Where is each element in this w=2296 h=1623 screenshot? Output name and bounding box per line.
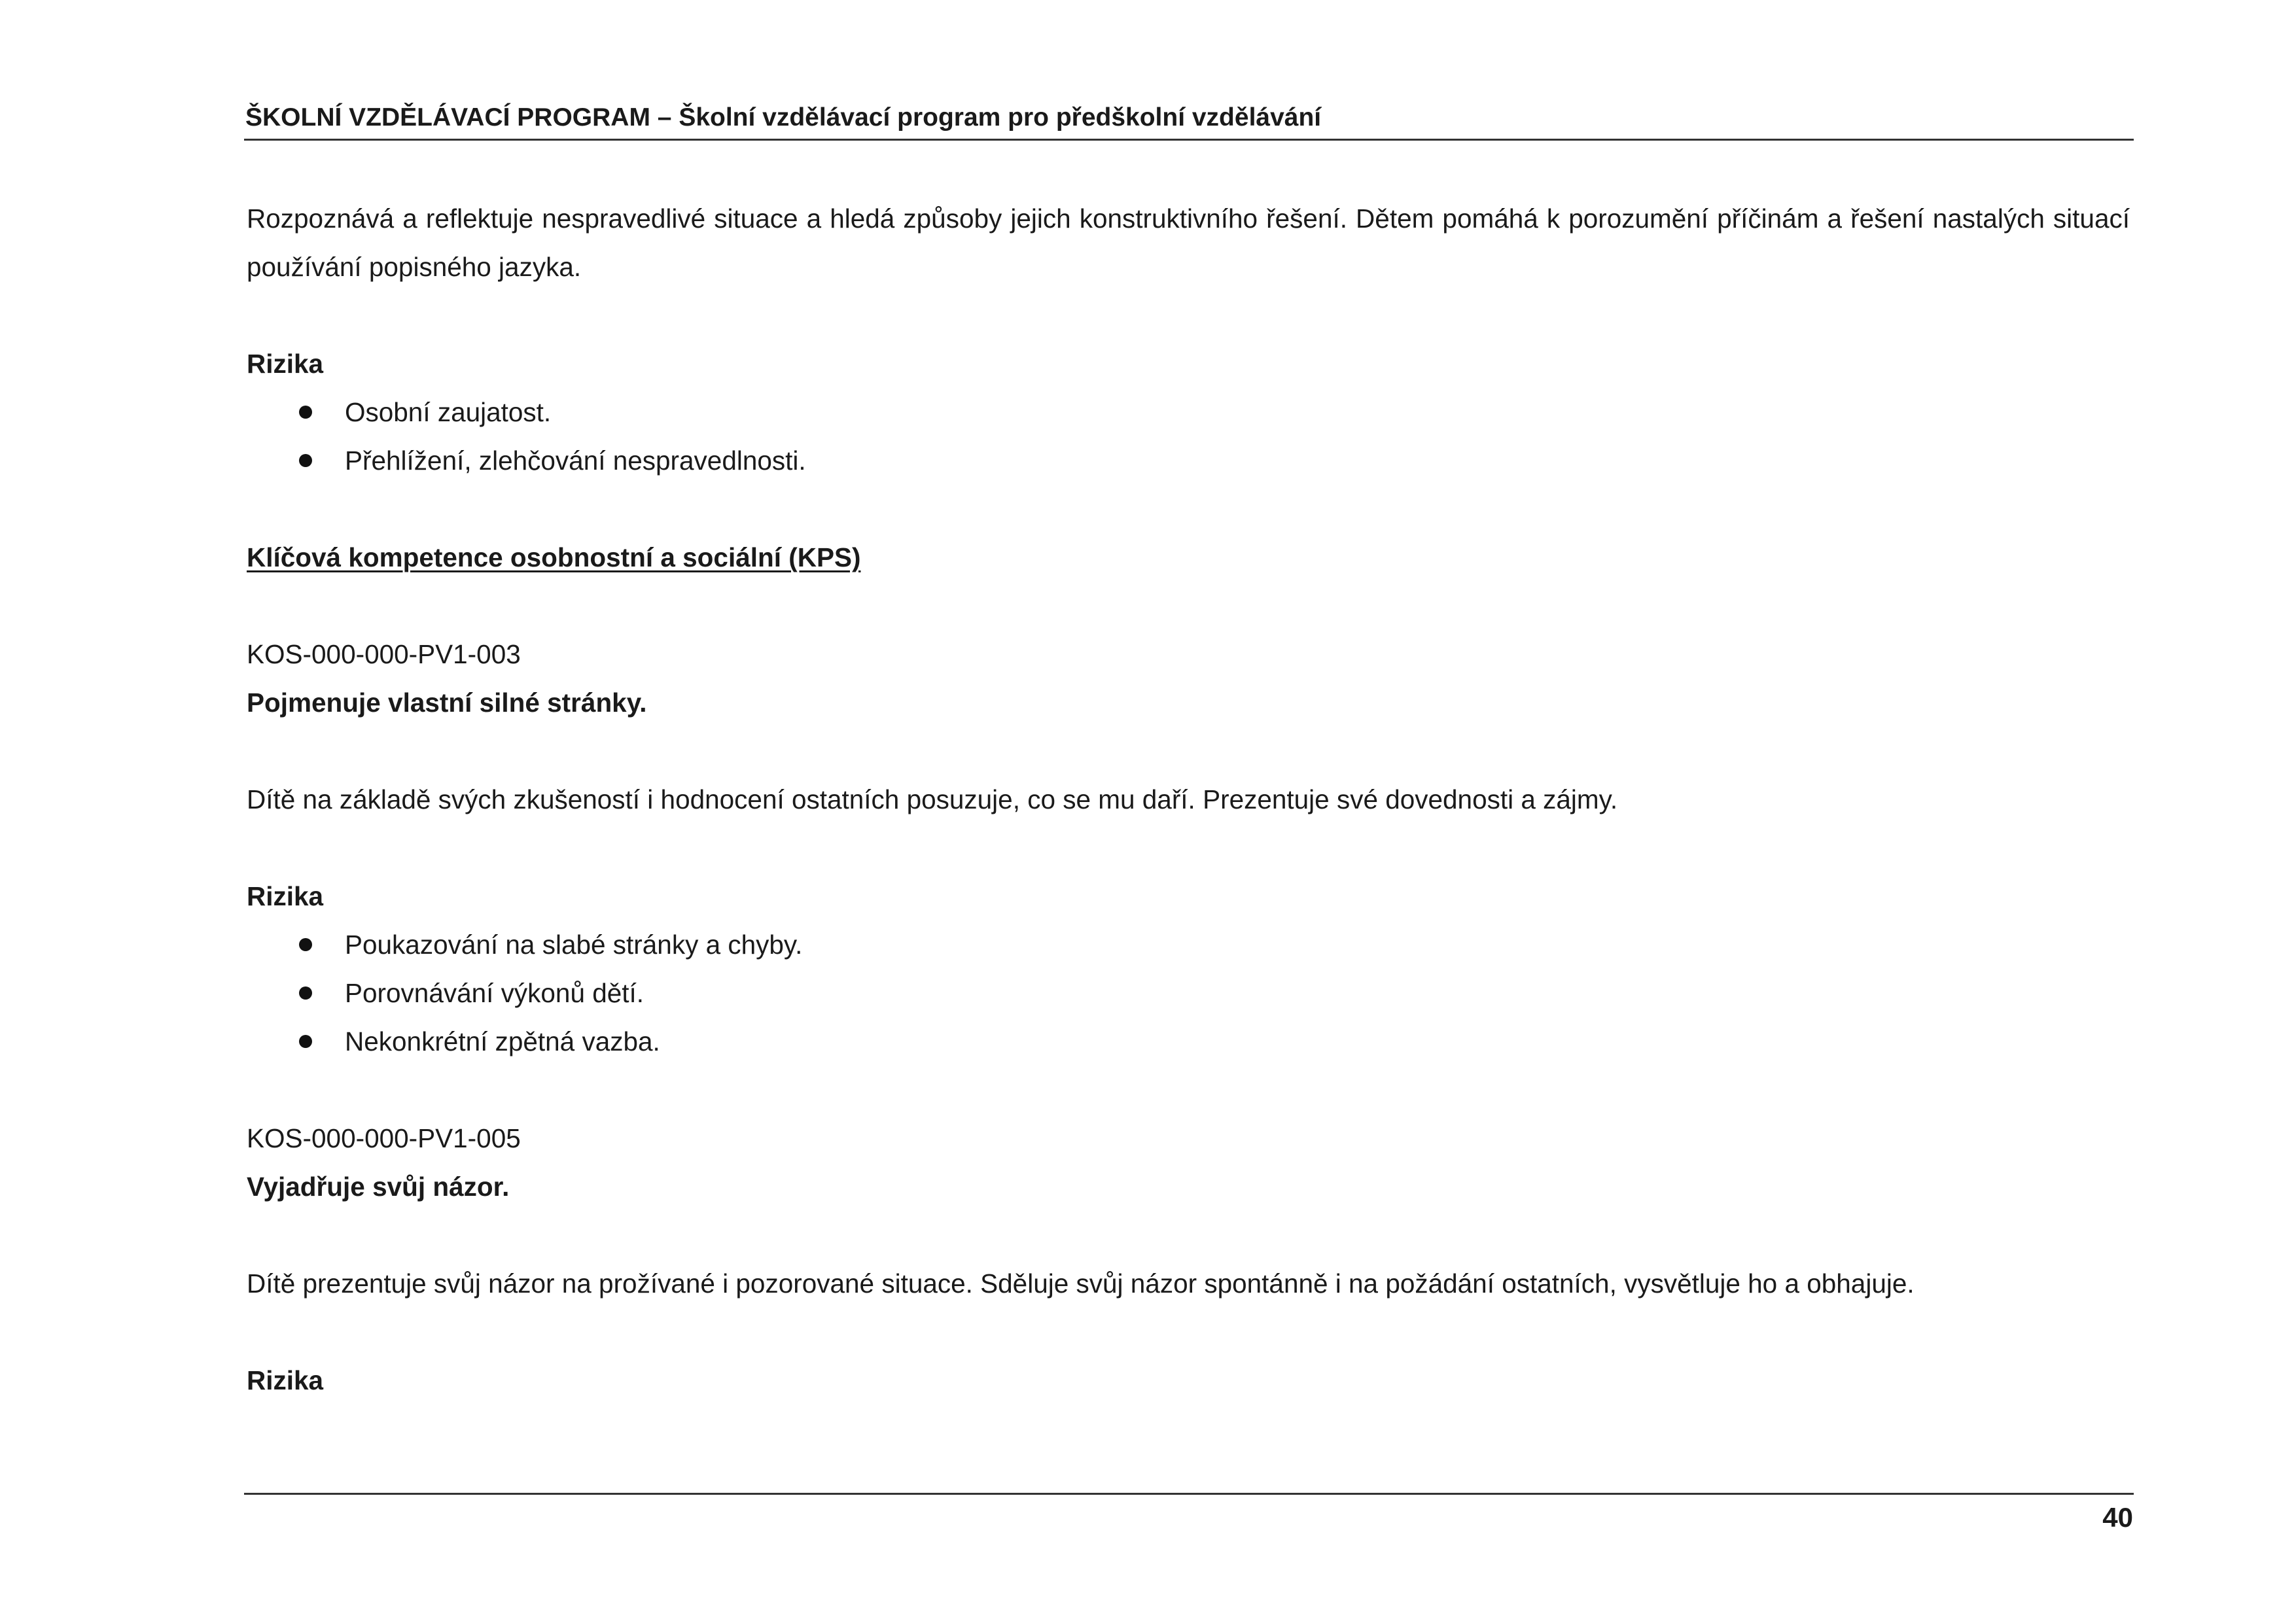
- risks-heading: Rizika: [247, 1365, 324, 1395]
- spacer: [247, 1211, 2130, 1259]
- page-number: 40: [2102, 1502, 2133, 1533]
- risks-heading: Rizika: [247, 349, 324, 379]
- page-header-title: ŠKOLNÍ VZDĚLÁVACÍ PROGRAM – Školní vzdělávací program pro předškolní vzdělávání: [245, 103, 1322, 131]
- competence-code: KOS-000-000-PV1-003: [247, 639, 521, 669]
- risks-heading: Rizika: [247, 881, 324, 911]
- bullet-icon: [299, 986, 312, 1000]
- footer-divider: [244, 1493, 2134, 1495]
- spacer: [247, 485, 2130, 533]
- list-item: [247, 388, 2130, 436]
- spacer: [247, 727, 2130, 775]
- intro-paragraph: Rozpoznává a reflektuje nespravedlivé situace a hledá způsoby jejich konstruktivního řešení. Dětem pomáhá k porozumění příčinám a řešení nastalých situací používání popisného jazyka.: [247, 203, 2130, 282]
- bullet-icon: [299, 938, 312, 951]
- bullet-icon: [299, 454, 312, 467]
- bullet-icon: [299, 406, 312, 419]
- list-item-text: Poukazování na slabé stránky a chyby.: [345, 930, 803, 960]
- list-item-text: Porovnávání výkonů dětí.: [345, 978, 645, 1008]
- spacer: [247, 824, 2130, 872]
- list-item: [247, 1017, 2130, 1066]
- list-item-text: Osobní zaujatost.: [345, 397, 552, 427]
- document-body: [247, 194, 2130, 1405]
- spacer: [247, 582, 2130, 630]
- list-item: [247, 920, 2130, 969]
- competence-heading: Klíčová kompetence osobnostní a sociální (KPS): [247, 542, 861, 572]
- competence-description: Dítě prezentuje svůj názor na prožívané i pozorované situace. Sděluje svůj názor spontánně i na požádání ostatních, vysvětluje ho a obhajuje.: [247, 1268, 1915, 1299]
- list-item-text: Přehlížení, zlehčování nespravedlnosti.: [345, 445, 806, 476]
- bullet-icon: [299, 1035, 312, 1048]
- list-item: [247, 436, 2130, 485]
- spacer: [247, 1308, 2130, 1356]
- competence-code: KOS-000-000-PV1-005: [247, 1123, 521, 1153]
- list-item-text: Nekonkrétní zpětná vazba.: [345, 1026, 660, 1056]
- competence-title: Vyjadřuje svůj názor.: [247, 1172, 510, 1202]
- risks-list: [247, 920, 2130, 1066]
- spacer: [247, 291, 2130, 340]
- competence-title: Pojmenuje vlastní silné stránky.: [247, 688, 647, 718]
- competence-description: Dítě na základě svých zkušeností i hodnocení ostatních posuzuje, co se mu daří. Prezentuje své dovednosti a zájmy.: [247, 784, 1618, 814]
- list-item: [247, 969, 2130, 1017]
- risks-list: [247, 388, 2130, 485]
- header-divider: [244, 139, 2134, 141]
- spacer: [247, 1066, 2130, 1114]
